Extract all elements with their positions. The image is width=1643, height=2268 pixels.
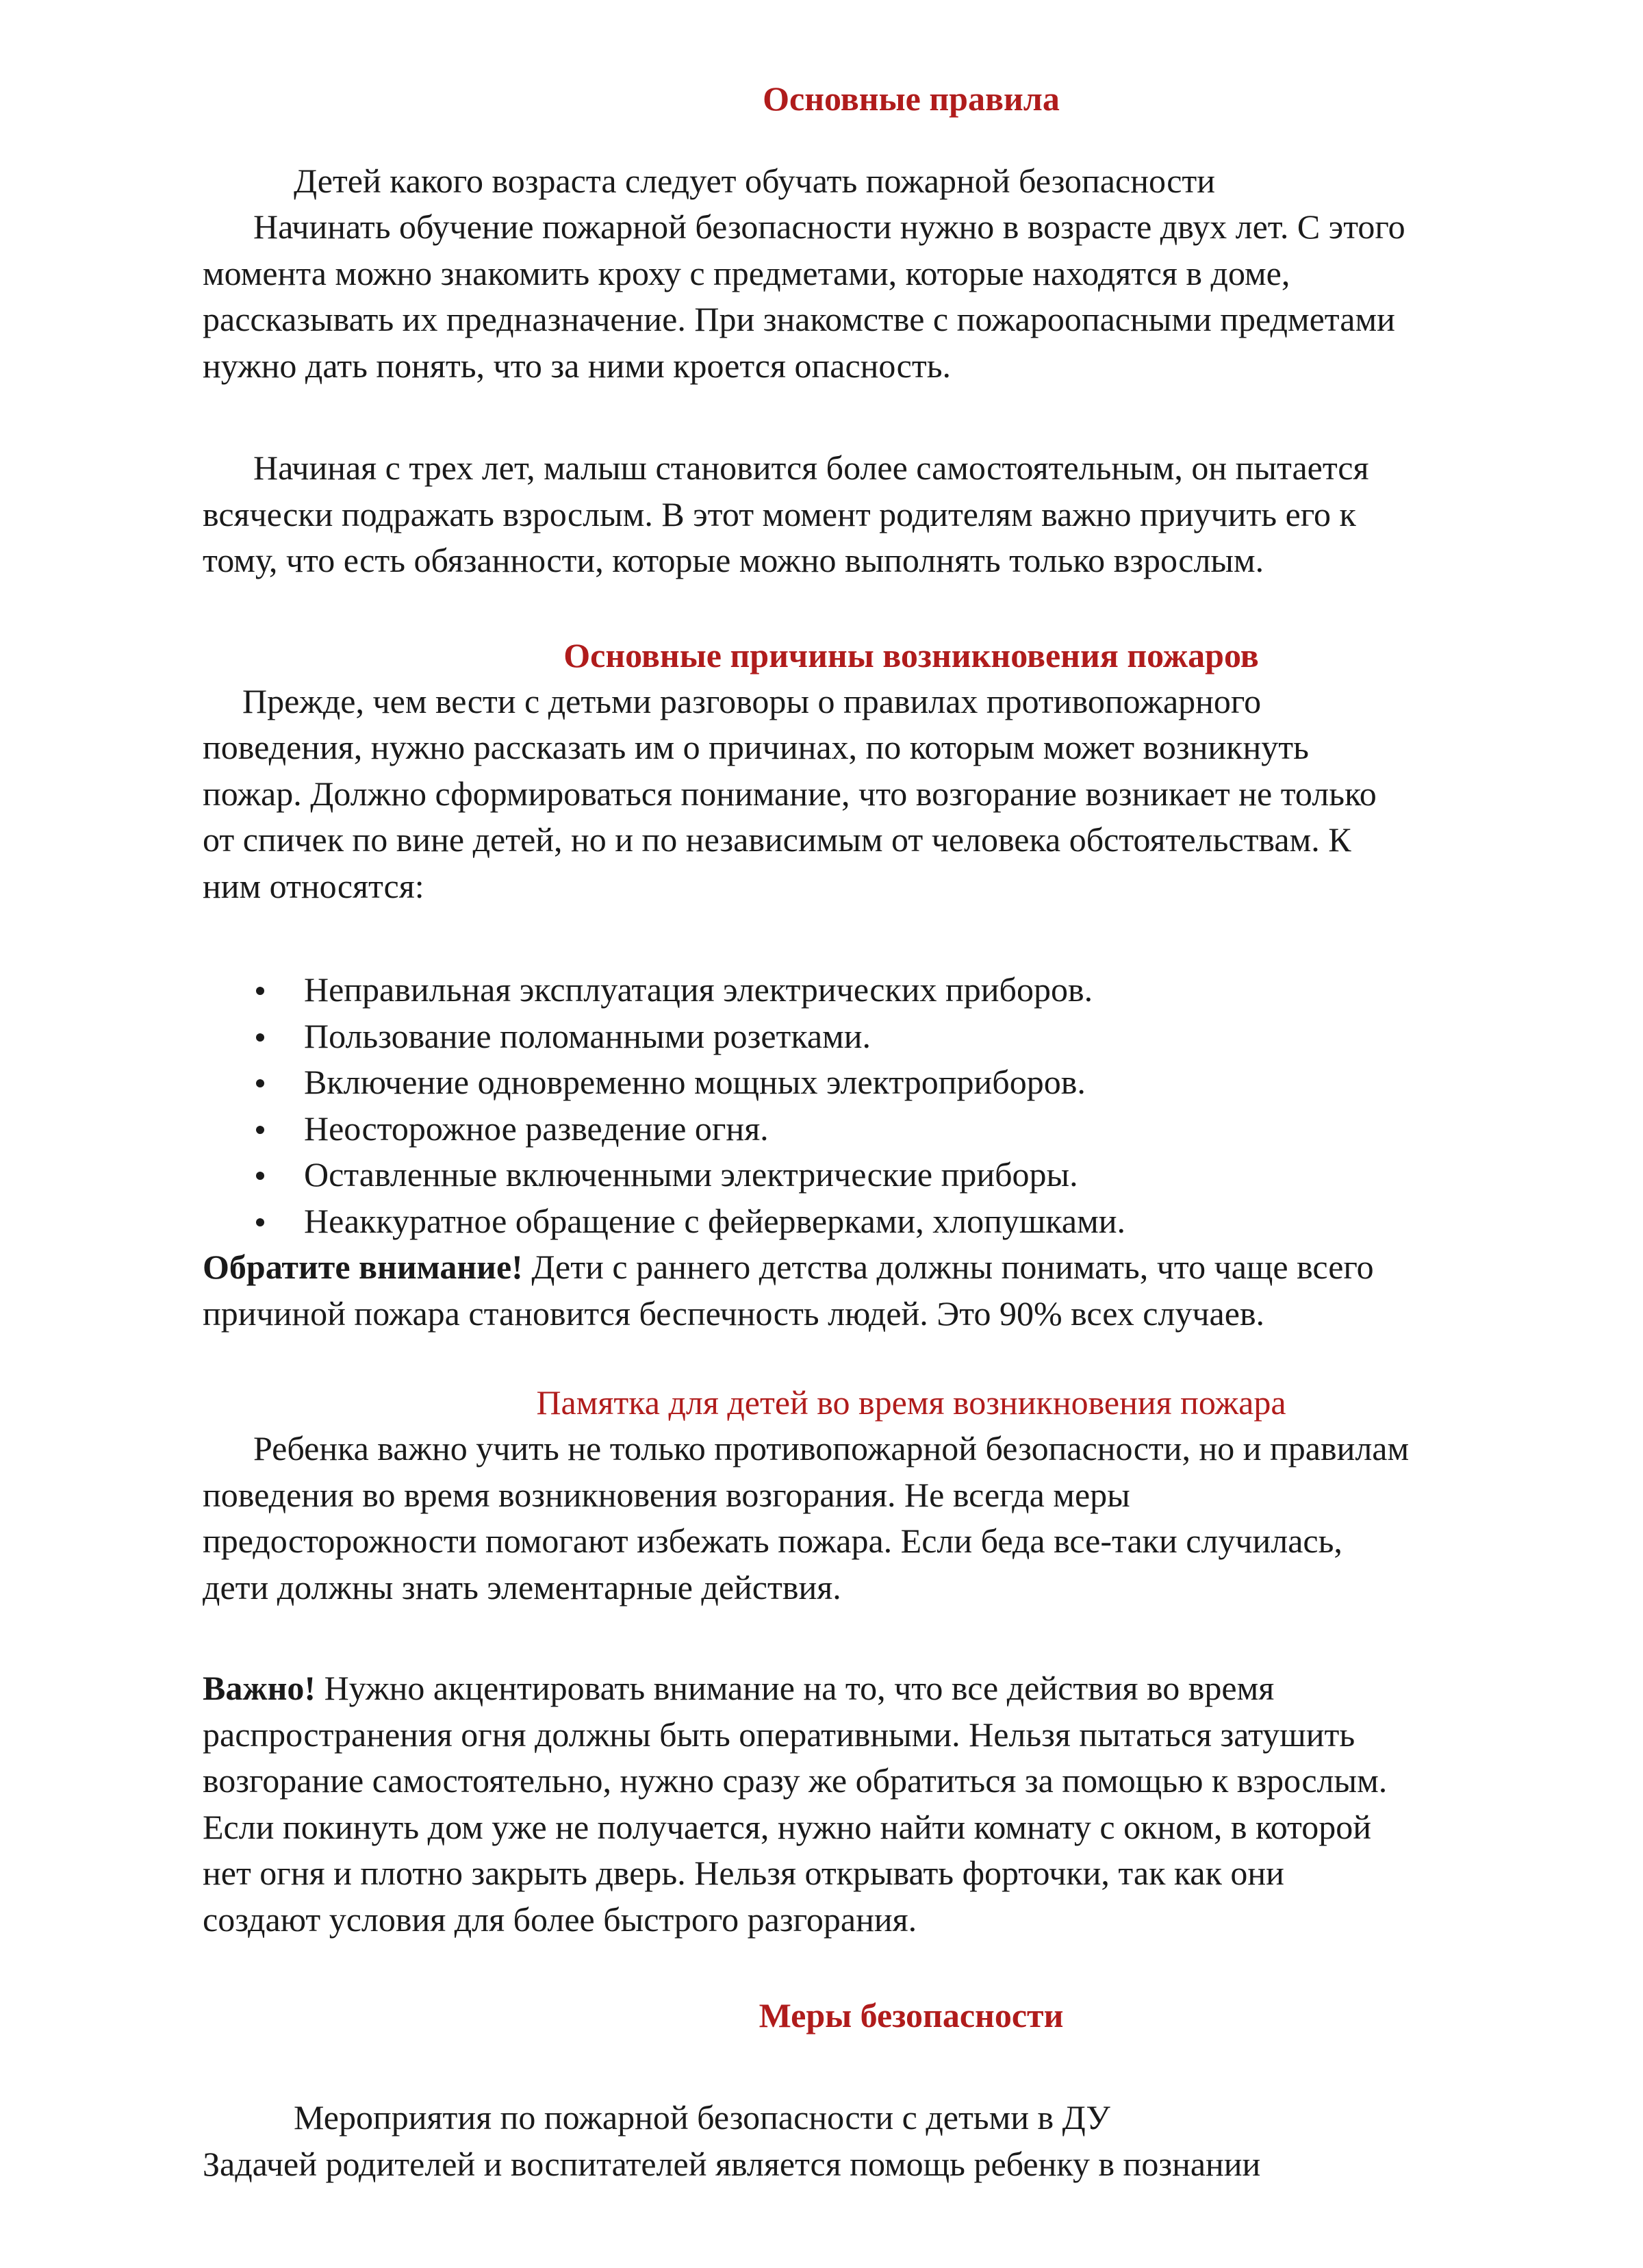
paragraph-line: момента можно знакомить кроху с предметами, которые находятся в доме,	[203, 253, 1290, 292]
paragraph-line: тому, что есть обязанности, которые можно выполнять только взрослым.	[203, 541, 1264, 579]
list-item-text: Пользование поломанными розетками.	[304, 1016, 871, 1055]
paragraph-age-three	[203, 445, 1620, 584]
important-line	[203, 1665, 1620, 1712]
paragraph-line: дети должны знать элементарные действия.	[203, 1567, 841, 1606]
bullet-icon	[256, 1218, 264, 1226]
paragraph-line: Ребенка важно учить не только противопожарной безопасности, но и правилам	[253, 1429, 1410, 1467]
list-item	[203, 1106, 1620, 1152]
paragraph-age-two	[203, 204, 1620, 389]
paragraph-line: пожар. Должно сформироваться понимание, что возгорание возникает не только	[203, 774, 1377, 813]
paragraph-line: поведения во время возникновения возгорания. Не всегда меры	[203, 1475, 1130, 1514]
document-page	[203, 75, 1620, 2187]
list-item-text: Неаккуратное обращение с фейерверками, хлопушками.	[304, 1201, 1126, 1240]
paragraph-line: ним относятся:	[203, 866, 424, 905]
important-label: Важно!	[203, 1669, 316, 1707]
attention-label: Обратите внимание!	[203, 1248, 523, 1286]
important-text: Нужно акцентировать внимание на то, что все действия во время	[316, 1669, 1275, 1707]
paragraph-line: нет огня и плотно закрыть дверь. Нельзя открывать форточки, так как они	[203, 1854, 1284, 1892]
list-item	[203, 1198, 1620, 1245]
paragraph-line: распространения огня должны быть оперативными. Нельзя пытаться затушить	[203, 1715, 1355, 1754]
list-item	[203, 1013, 1620, 1060]
attention-note	[203, 1244, 1620, 1337]
section-title-fire-memo: Памятка для детей во время возникновения пожара	[536, 1383, 1286, 1422]
paragraph-line: нужно дать понять, что за ними кроется опасность.	[203, 346, 951, 385]
list-item-text: Неосторожное разведение огня.	[304, 1109, 769, 1148]
list-item-text: Включение одновременно мощных электроприборов.	[304, 1063, 1086, 1101]
paragraph-line: Если покинуть дом уже не получается, нужно найти комнату с окном, в которой	[203, 1807, 1371, 1846]
bullet-icon	[256, 1126, 264, 1134]
paragraph-line: Начиная с трех лет, малыш становится более самостоятельным, он пытается	[253, 449, 1369, 487]
paragraph-line: предосторожности помогают избежать пожара. Если беда все-таки случилась,	[203, 1522, 1342, 1560]
paragraph-line: создают условия для более быстрого разгорания.	[203, 1900, 917, 1939]
bullet-icon	[256, 1033, 264, 1042]
list-item-text: Оставленные включенными электрические приборы.	[304, 1155, 1078, 1194]
paragraph-line: Прежде, чем вести с детьми разговоры о правилах противопожарного	[242, 681, 1262, 720]
section-title-safety-measures: Меры безопасности	[759, 1996, 1064, 2034]
important-note	[203, 1665, 1620, 1943]
list-item-text: Неправильная эксплуатация электрических приборов.	[304, 970, 1093, 1009]
list-item	[203, 967, 1620, 1013]
paragraph-safety-task: Задачей родителей и воспитателей является помощь ребенку в познании	[203, 2144, 1261, 2183]
paragraph-line: рассказывать их предназначение. При знакомстве с пожароопасными предметами	[203, 300, 1395, 338]
section-subtitle-activities: Мероприятия по пожарной безопасности с детьми в ДУ	[294, 2098, 1110, 2137]
attention-text: Дети с раннего детства должны понимать, что чаще всего	[522, 1248, 1374, 1286]
list-item	[203, 1059, 1620, 1106]
bullet-icon	[256, 987, 264, 995]
section-title-basic-rules: Основные правила	[763, 79, 1060, 118]
section-subtitle-age: Детей какого возраста следует обучать пожарной безопасности	[294, 162, 1215, 200]
section-title-fire-causes: Основные причины возникновения пожаров	[563, 635, 1259, 675]
fire-causes-list	[203, 967, 1620, 1244]
paragraph-line: от спичек по вине детей, но и по независимым от человека обстоятельствам. К	[203, 820, 1351, 859]
list-item	[203, 1152, 1620, 1198]
bullet-icon	[256, 1172, 264, 1180]
paragraph-line: поведения, нужно рассказать им о причинах, по которым может возникнуть	[203, 728, 1309, 766]
paragraph-fire-behavior	[203, 1426, 1620, 1611]
paragraph-line: возгорание самостоятельно, нужно сразу же обратиться за помощью к взрослым.	[203, 1761, 1388, 1800]
paragraph-fire-causes	[203, 679, 1620, 910]
paragraph-line: причиной пожара становится беспечность людей. Это 90% всех случаев.	[203, 1294, 1265, 1333]
bullet-icon	[256, 1079, 264, 1087]
paragraph-line: всячески подражать взрослым. В этот момент родителям важно приучить его к	[203, 494, 1356, 533]
paragraph-line: Начинать обучение пожарной безопасности нужно в возрасте двух лет. С этого	[253, 207, 1405, 246]
attention-line	[203, 1244, 1620, 1291]
